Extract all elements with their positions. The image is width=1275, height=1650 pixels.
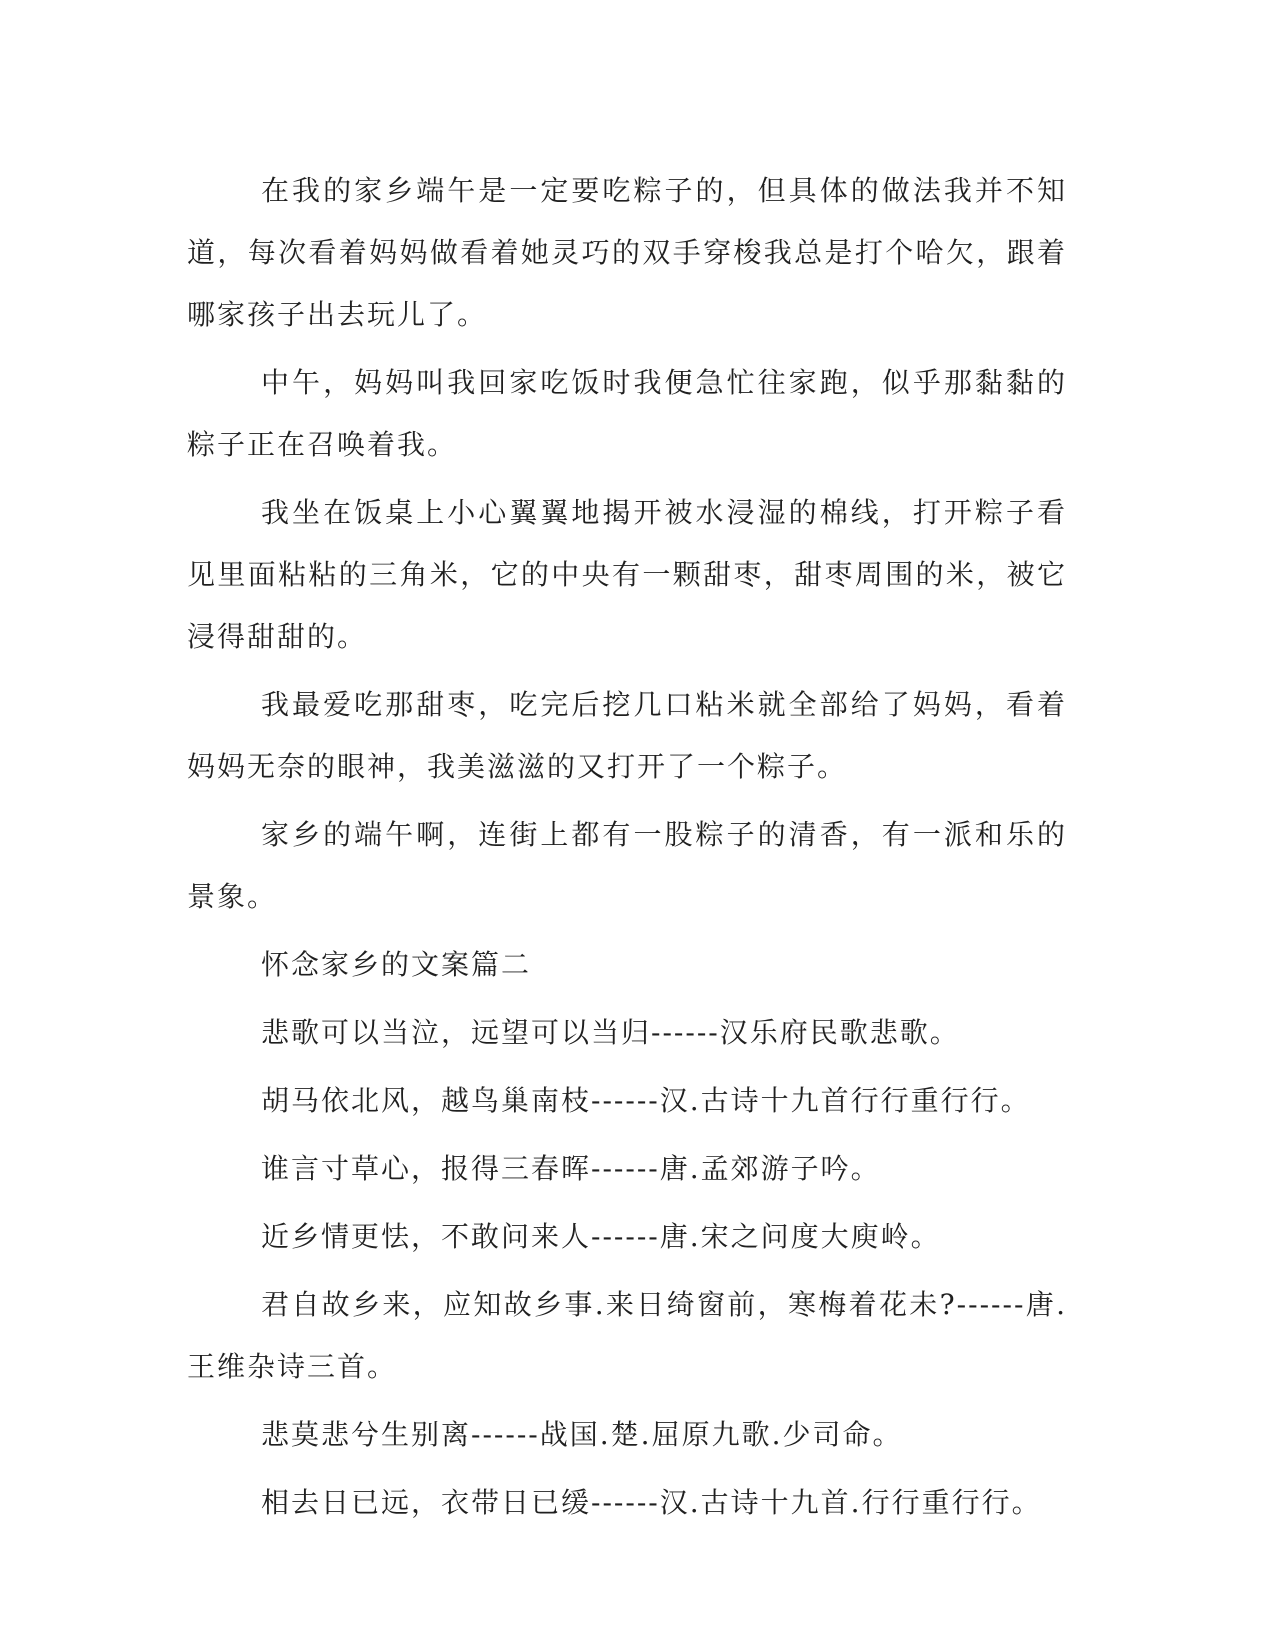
paragraph-street-fragrance: 家乡的端午啊，连街上都有一股粽子的清香，有一派和乐的景象。 [187,818,1067,913]
quote-line: 胡马依北风，越鸟巢南枝------汉.古诗十九首行行重行行。 [261,1084,1031,1117]
paragraph-opening-zongzi: 我坐在饭桌上小心翼翼地揭开被水浸湿的棉线，打开粽子看见里面粘粘的三角米，它的中央有一颗甜枣，甜枣周围的米，被它浸得甜甜的。 [187,496,1067,653]
quote-line: 相去日已远，衣带日已缓------汉.古诗十九首.行行重行行。 [261,1486,1042,1519]
paragraph-noon: 中午，妈妈叫我回家吃饭时我便急忙往家跑，似乎那黏黏的粽子正在召唤着我。 [187,366,1067,461]
quote-line: 近乡情更怯，不敢问来人------唐.宋之问度大庾岭。 [261,1220,941,1253]
quote-line: 悲歌可以当泣，远望可以当归------汉乐府民歌悲歌。 [261,1016,960,1049]
section-heading: 怀念家乡的文案篇二 [261,948,532,981]
paragraph-sweet-date: 我最爱吃那甜枣，吃完后挖几口粘米就全部给了妈妈，看着妈妈无奈的眼神，我美滋滋的又打开了一个粽子。 [187,688,1067,783]
document-body [187,160,1067,1540]
quote-line: 谁言寸草心，报得三春晖------唐.孟郊游子吟。 [261,1152,881,1185]
quote-line: 悲莫悲兮生别离------战国.楚.屈原九歌.少司命。 [261,1418,903,1451]
paragraph-hometown-zongzi: 在我的家乡端午是一定要吃粽子的，但具体的做法我并不知道，每次看着妈妈做看着她灵巧的双手穿梭我总是打个哈欠，跟着哪家孩子出去玩儿了。 [187,174,1067,331]
quote-line: 君自故乡来，应知故乡事.来日绮窗前，寒梅着花未?------唐.王维杂诗三首。 [187,1288,1067,1383]
